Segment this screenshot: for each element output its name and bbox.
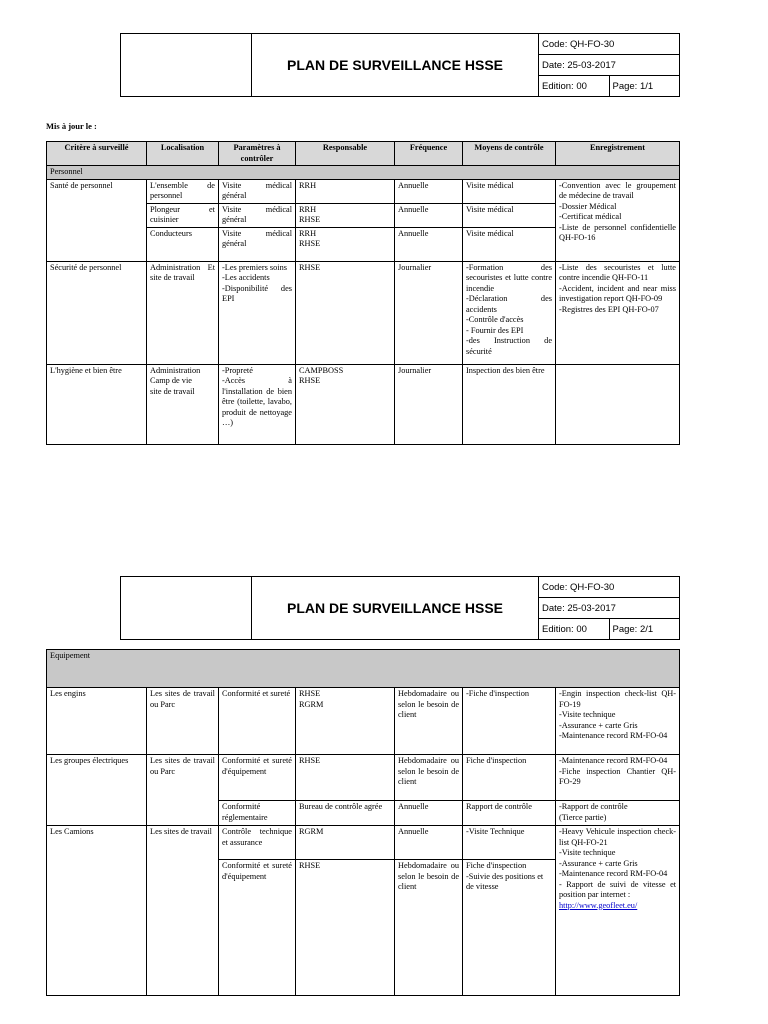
col-enregistrement: Enregistrement (556, 142, 680, 166)
table-row: Conformité et sureté d'équipement RHSE Hebdomadaire ou selon le besoin de client Fiche d'inspection -Suivie des positions et de vitesse (47, 860, 680, 996)
doc-page: Page: 1/1 (609, 76, 680, 96)
col-responsable: Responsable (296, 142, 395, 166)
document-title: PLAN DE SURVEILLANCE HSSE (252, 577, 539, 640)
document-header-page2 (120, 576, 680, 640)
section-band (47, 166, 680, 180)
update-label: Mis à jour le : (46, 121, 97, 131)
surveillance-table-personnel (46, 141, 680, 445)
table-row: Conducteurs Visite médical général RRH RHSE Annuelle Visite médical (47, 227, 680, 261)
surveillance-table-equipement (46, 649, 680, 996)
col-frequence: Fréquence (395, 142, 463, 166)
doc-edition: Edition: 00 (542, 623, 587, 635)
section-title: Equipement (47, 650, 680, 688)
document-header (120, 33, 680, 97)
logo-area (121, 34, 252, 97)
table-row: Sécurité de personnel Administration Et site de travail -Les premiers soins -Les accidents -Disponibilité des EPI RHSE Journalier -Formation des secouristes et lutte contre incendie -Déclaration des accidents -Contrôle d'accès - Fournir des EPI -des Instruction de sécurité -Liste des secouristes et lutte contre incendie QH-FO-11 -Accident, incident and near miss investigation report QH-FO-09 -Registres des EPI QH-FO-07 (47, 261, 680, 364)
document-title: PLAN DE SURVEILLANCE HSSE (252, 34, 539, 97)
table-row: Conformité réglementaire Bureau de contrôle agrée Annuelle Rapport de contrôle -Rapport de contrôle (Tierce partie) (47, 801, 680, 826)
doc-page: Page: 2/1 (609, 619, 680, 639)
doc-edition: Edition: 00 (542, 80, 587, 92)
logo-area (121, 577, 252, 640)
doc-code: Code: QH-FO-30 (539, 577, 680, 598)
table-row: Les groupes électriques Les sites de travail ou Parc Conformité et sureté d'équipement RHSE Hebdomadaire ou selon le besoin de client Fiche d'inspection -Maintenance record RM-FO-04 -Fiche inspection Chantier QH-FO-29 (47, 755, 680, 801)
table-row: Santé de personnel L'ensemble de personnel Visite médical général RRH Annuelle Visite médical -Convention avec le groupement de médecine de travail -Dossier Médical -Certificat médical -Liste de personnel confidentielle QH-FO-16 (47, 179, 680, 203)
doc-date: Date: 25-03-2017 (539, 598, 680, 619)
doc-date: Date: 25-03-2017 (539, 55, 680, 76)
col-critere: Critère à surveillé (47, 142, 147, 166)
section-title: Personnel (47, 166, 680, 180)
table-row: Les Camions Les sites de travail Contrôle technique et assurance RGRM Annuelle -Visite Technique -Heavy Vehicule inspection check-list QH-FO-21 -Visite technique -Assurance + carte Gris -Maintenance record RM-FO-04 - Rapport de suivi de vitesse et position par internet : http://www.geofleet.eu/ (47, 826, 680, 860)
table-header-row (47, 142, 680, 166)
section-band (47, 650, 680, 688)
table-row: Plongeur et cuisinier Visite médical général RRH RHSE Annuelle Visite médical (47, 203, 680, 227)
geofleet-link[interactable]: http://www.geofleet.eu/ (559, 900, 638, 910)
table-row: L'hygiène et bien être Administration Camp de vie site de travail -Propreté -Accès à l'installation de bien être (toilette, lavabo, produit de nettoyage …) CAMPBOSS RHSE Journalier Inspection des bien être (47, 364, 680, 444)
col-moyens: Moyens de contrôle (463, 142, 556, 166)
doc-code: Code: QH-FO-30 (539, 34, 680, 55)
col-localisation: Localisation (147, 142, 219, 166)
col-parametres: Paramètres à contrôler (219, 142, 296, 166)
table-row: Les engins Les sites de travail ou Parc Conformité et sureté RHSE RGRM Hebdomadaire ou selon le besoin de client -Fiche d'inspection -Engin inspection check-list QH-FO-19 -Visite technique -Assurance + carte Gris -Maintenance record RM-FO-04 (47, 688, 680, 755)
